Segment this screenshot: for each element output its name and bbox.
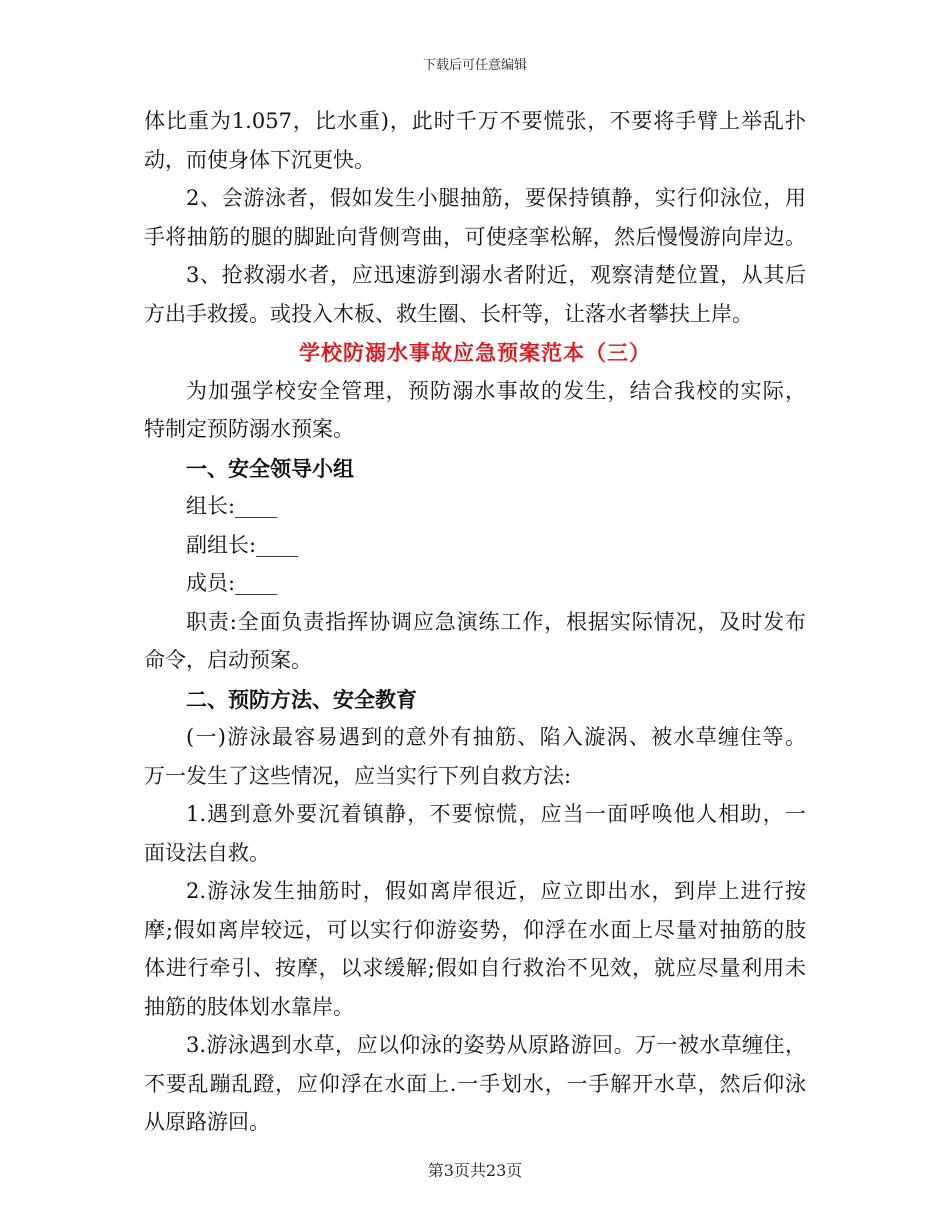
page-number: 第3页共23页	[427, 1161, 523, 1180]
paragraph-line: 3.游泳遇到水草，应以仰泳的姿势从原路游回。万一被水草缠住，	[186, 1033, 806, 1057]
paragraph-line: 特制定预防溺水预案。	[144, 417, 354, 441]
paragraph-line: 万一发生了这些情况，应当实行下列自救方法:	[144, 763, 572, 788]
paragraph-line: (一)游泳最容易遇到的意外有抽筋、陷入漩涡、被水草缠住等。	[186, 725, 806, 749]
heading-prevention: 二、预防方法、安全教育	[186, 686, 417, 712]
page-header: 下载后可任意编辑	[422, 58, 527, 73]
document-body	[144, 104, 806, 1144]
deputy-leader-field: 副组长:____	[186, 532, 299, 557]
paragraph-line: 抽筋的肢体划水靠岸。	[144, 994, 354, 1019]
paragraph-line: 摩;假如离岸较远，可以实行仰游姿势，仰浮在水面上尽量对抽筋的肢	[144, 917, 806, 942]
paragraph-line: 手将抽筋的腿的脚趾向背侧弯曲，可使痉挛松解，然后慢慢游向岸边。	[144, 224, 806, 249]
paragraph-line: 为加强学校安全管理，预防溺水事故的发生，结合我校的实际，	[186, 378, 806, 403]
paragraph-line: 面设法自救。	[144, 840, 270, 865]
paragraph-line: 不要乱蹦乱蹬，应仰浮在水面上.一手划水，一手解开水草，然后仰泳	[144, 1071, 806, 1096]
section-title: 学校防溺水事故应急预案范本（三）	[299, 340, 651, 365]
paragraph-line: 体比重为1.057，比水重)，此时千万不要慌张，不要将手臂上举乱扑	[144, 109, 806, 133]
leader-field: 组长:____	[186, 494, 278, 518]
paragraph-line: 职责:全面负责指挥协调应急演练工作，根据实际情况，及时发布	[186, 609, 806, 634]
paragraph-line: 3、抢救溺水者，应迅速游到溺水者附近，观察清楚位置，从其后	[186, 263, 806, 287]
paragraph-line: 体进行牵引、按摩，以求缓解;假如自行救治不见效，就应尽量利用未	[144, 956, 806, 980]
paragraph-line: 1.遇到意外要沉着镇静，不要惊慌，应当一面呼唤他人相助，一	[186, 802, 806, 826]
paragraph-line: 从原路游回。	[144, 1110, 270, 1134]
paragraph-line: 2.游泳发生抽筋时，假如离岸很近，应立即出水，到岸上进行按	[186, 879, 806, 903]
members-field: 成员:____	[186, 571, 278, 595]
paragraph-line: 命令，启动预案。	[144, 648, 312, 672]
paragraph-line: 2、会游泳者，假如发生小腿抽筋，要保持镇静，实行仰泳位，用	[186, 186, 806, 210]
paragraph-line: 动，而使身体下沉更快。	[144, 147, 375, 172]
paragraph-line: 方出手救援。或投入木板、救生圈、长杆等，让落水者攀扶上岸。	[144, 301, 753, 326]
heading-leadership-group: 一、安全领导小组	[186, 455, 354, 481]
